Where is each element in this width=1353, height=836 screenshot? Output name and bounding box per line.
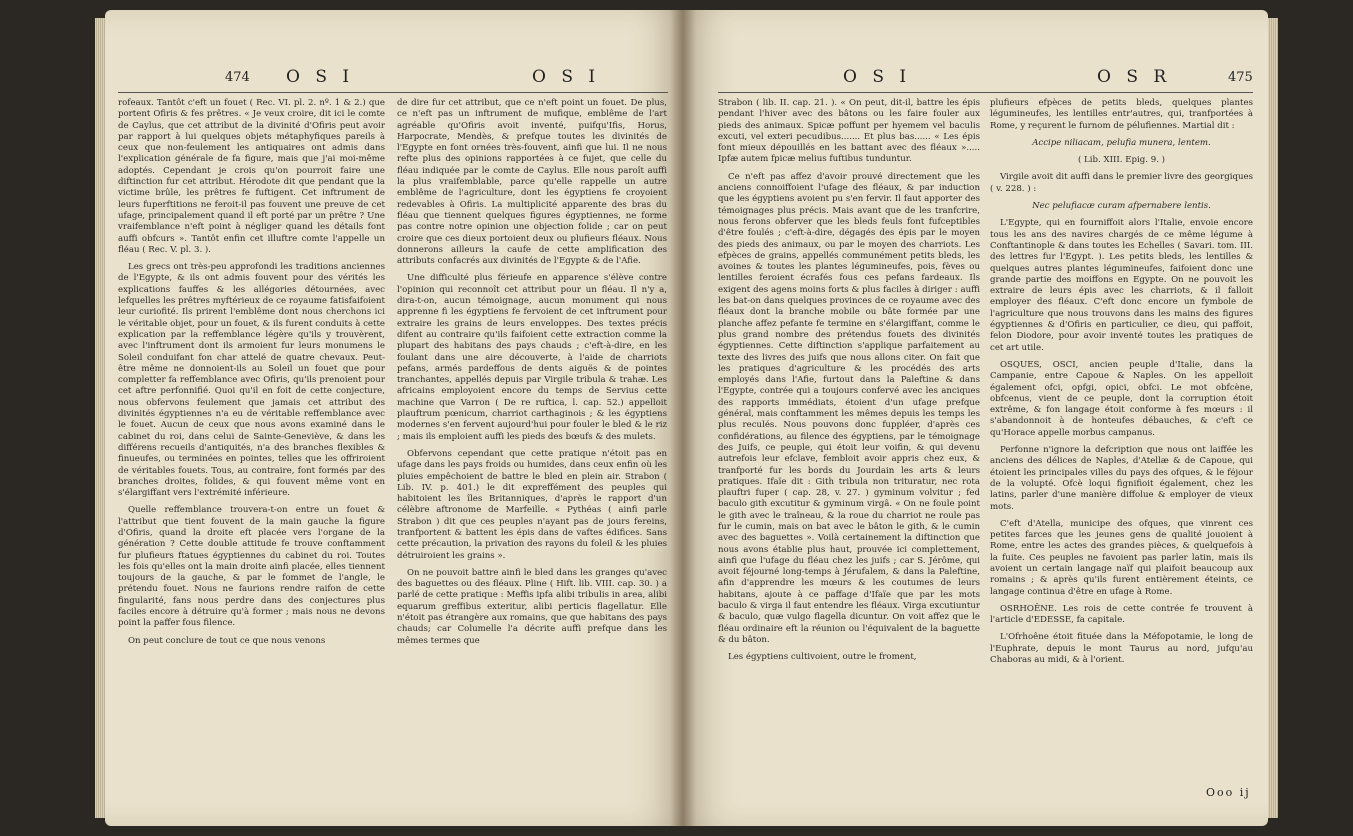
text-column-2 xyxy=(990,98,1253,672)
text-column-1 xyxy=(718,98,980,670)
entry-osques: OSQUES, OSCI, ancien peuple d'Italie, dans la Campanie, entre Capoue & Naples. On les appelloit également ofci, opfgi, opici, obfci. Le mot obfcène, obfcenus, vient de ce peuple, dont la corruption étoit extrême, & fon langage étoit conforme à fes mœurs : il s'abandonnoit à de honteufes débauches, & c'eft ce qu'Horace appelle morbus campanus. xyxy=(990,359,1253,438)
running-head: O S R xyxy=(1097,67,1172,87)
text-column-1 xyxy=(118,98,385,653)
signature-mark: Ooo ij xyxy=(1206,786,1251,799)
verse-quote: Accipe niliacam, pelufia munera, lentem. xyxy=(1032,137,1211,148)
paragraph: On peut conclure de tout ce que nous venons xyxy=(128,635,326,646)
paragraph: de dire fur cet attribut, que ce n'eft point un fouet. De plus, ce n'eft pas un inftrument de mufique, emblême de l'art agréable qu'Ofiris avoit inventé, puifqu'Ifis, Horus, Harpocrate, Mendès, & prefque toutes les divinités de l'Egypte en font ornées très-fouvent, ainfi que lui. Il ne nous refte plus des opinions rapportées à ce fujet, que celle du fléau indiquée par le comte de Caylus. Elle nous paroît auffi la plus vraifemblable, parce qu'elle rappelle un autre emblême de l'agriculture, dont les égyptiens fe croyoient redevables à Ofiris. La multiplicité apparente des bras du fléau que tiennent quelques figures égyptiennes, ne forme pas contre notre opinion une objection folide ; car on peut croire que ces dieux portoient deux ou plufieurs fléaux. Nous donnerons ailleurs la caufe de cette amplification des attributs confacrés aux divinités de l'Egypte & de l'Afie. xyxy=(397,98,667,267)
paragraph: Obfervons cependant que cette pratique n'étoit pas en ufage dans les pays froids ou humides, dans ceux enfin où les pluies empêchoient de battre le bled en plein air. Strabon ( Lib. IV. p. 401.) le dit expreffément des peuples qui habitoient les îles Britanniques, d'après le rapport d'un célèbre aftronome de Marfeille. « Pythéas ( ainfi parle Strabon ) dit que ces peuples n'ayant pas de jours fereins, tranfportent & battent les épis dans de vaftes édifices. Sans cette précaution, la privation des rayons du foleil & les pluies détruiroient les grains ». xyxy=(397,448,667,561)
head-rule xyxy=(118,92,668,93)
paragraph: Les grecs ont très-peu approfondi les traditions anciennes de l'Egypte, & ils ont admis fouvent pour des vérités les explications fauffes & les allégories détournées, avec lefquelles les prêtres myftérieux de ce royaume fatisfaifoient leur curiofité. Ils prirent l'emblême dont nous cherchons ici le véritable objet, pour un fouet, & ils furent conduits à cette explication par la reffemblance légère qu'ils y trouvèrent, avec l'inftrument dont ils armoient fur leurs monumens le Soleil conduifant fon char attelé de quatre chevaux. Peut-être même ne donnoient-ils au Soleil un fouet que pour completter fa reffemblance avec Ofiris, qu'ils prenoient pour cet aftre perfonnifié. Quoi qu'il en foit de cette conjecture, nous obfervons feulement que jamais cet attribut des divinités égyptiennes n'a eu de véritable reffemblance avec le fouet. Aucun de ceux que nous avons examiné dans le cabinet du roi, dans celui de Sainte-Geneviève, & dans les différens recueils d'antiquités, n'a des branches flexibles & finueufes, ou terminées en pointes, telles que les offriroient de véritables fouets. Tous, au contraire, font formés par des branches droites, folides, & qui fouvent même vont en s'élargiffant vers l'extrémité inférieure. xyxy=(118,262,385,499)
text-column-2 xyxy=(397,98,667,653)
entry-osrhoene: OSRHOÊNE. Les rois de cette contrée fe trouvent à l'article d'EDESSE, fa capitale. xyxy=(990,603,1253,626)
left-page xyxy=(105,10,683,826)
book-gutter xyxy=(670,10,696,826)
page-number: 474 xyxy=(225,70,250,85)
paragraph: Ce n'eft pas affez d'avoir prouvé directement que les anciens connoiffoient l'ufage des fléaux, & par induction que les égyptiens avoient pu s'en fervir. Il faut apporter des témoignages plus précis. Mais avant que de les tranfcrire, nous ferons obferver que les bleds feuls font fufceptibles d'être foulés ; c'eft-à-dire, dégagés des épis par le moyen des pieds des animaux, ou par le moyen des charriots. Les efpèces de grains, appellés communément petits bleds, les avoines & toutes les plantes légumineufes, pois, fèves ou lentilles feroient écrafés fous ces pefans fardeaux. Ils exigent des agens moins forts & plus faciles à diriger : auffi les bat-on dans quelques provinces de ce royaume avec des fléaux dont la branche mobile ou bâte formée par une planche affez pefante fe termine en s'élargiffant, comme le plus grand nombre des prétendus fouets des divinités égyptiennes. Cette diftinction s'applique parfaitement au texte des livres des juifs que nous allons citer. On fait que les pratiques d'agriculture & les procédés des arts employés dans l'Afie, furtout dans la Paleftine & dans l'Egypte, contrée qui a toujours confervé avec les anciques des rapports immédiats, étoient d'un ufage prefque général, mais conftamment les mêmes depuis les temps les plus reculés. Nous pouvons donc fuppléer, d'après ces confidérations, au filence des égyptiens, par le témoignage des Juifs, ce peuple, qui étoit leur voifin, & qui devenu autrefois leur efclave, fembloit avoir appris chez eux, & tranfporté fur les bords du Jourdain les arts & leurs pratiques. Ifaïe dit : Gith tribula non trituratur, nec rota plauftri fuper ( cap. 28, v. 27. ) gyminum volvitur ; fed baculo gith excutitur & gyminum virgâ. « On ne foule point le gith avec le traîneau, & la roue du charriot ne roule pas fur le cumin, mais on bat avec le bâton le gith, & le cumin avec des baguettes ». Voilà certainement la diftinction que nous avons établie plus haut, prouvée ici complettement, ainfi que l'ufage du fléau chez les juifs ; car S. Jérôme, qui avoit féjourné long-temps à Jérufalem, & dans la Paleftine, afin d'apprendre les mœurs & les coutumes de leurs habitans, ajoute à ce paffage d'Ifaïe que par les mots baculo & virga il faut entendre les fléaux. Virga excutiuntur & baculo, quæ vulgo flagella dicuntur. On voit affez que le fléau ordinaire eft la réunion ou l'équivalent de la baguette & du bâton. xyxy=(718,171,980,645)
paragraph: Quelle reffemblance trouvera-t-on entre un fouet & l'attribut que tient fouvent de la main gauche la figure d'Ofiris, quand la droite eft placée vers l'organe de la génération ? Cette double attitude fe trouve conftamment fur plufieurs ftatues égyptiennes du cabinet du roi. Toutes les fois qu'elles ont la main droite ainfi placée, elles tiennent toujours de la gauche, & par le fommet de l'angle, le prétendu fouet. Nous ne faurions rendre raifon de cette fingularité, fans nous perdre dans des conjectures plus faciles encore à détruire qu'à former ; mais nous ne devons point la paffer fous filence. xyxy=(118,505,385,629)
citation: ( Lib. XIII. Epig. 9. ) xyxy=(1077,155,1166,166)
page-number: 475 xyxy=(1228,70,1253,85)
head-rule xyxy=(718,92,1253,93)
paragraph: Strabon ( lib. II. cap. 21. ). « On peut, dit-il, battre les épis pendant l'hiver avec des bâtons ou les faire fouler aux pieds des animaux. Spicæ poffunt per hyemem vel baculis excuti, vel exteri pecudibus....... Et plus bas...... « Les épis font mieux dépouillés en les battant avec des fléaux »..... Ipfæ autem fpicæ melius fuftibus tunduntur. xyxy=(718,98,980,165)
paragraph: L'Egypte, qui en fourniffoit alors l'Italie, envoie encore tous les ans des navires chargés de ce même légume à Conftantinople & dans toutes les Echelles ( Savari. tom. III. des lettres fur l'Egypt. ). Les petits bleds, les lentilles & quelques autres plantes légumineufes, faifoient donc une grande partie des moiffons en Egypte. On ne pouvoit les extraire de leurs épis avec les charriots, & il falloit employer des fléaux. C'eft donc encore un fymbole de l'agriculture que nous trouvons dans les mains des figures égyptiennes & d'Ofiris en particulier, ce dieu, qui paffoit, felon Diodore, pour avoir inventé toutes les pratiques de cet art utile. xyxy=(990,218,1253,353)
right-page xyxy=(683,10,1268,826)
paragraph: L'Ofrhoêne étoit fituée dans la Méfopotamie, le long de l'Euphrate, depuis le mont Taurus au nord, jufqu'au Chaboras au midi, & à l'orient. xyxy=(990,632,1253,666)
paragraph: C'eft d'Atella, municipe des ofques, que vinrent ces petites farces que les jeunes gens de qualité jouoient à Rome, entre les actes des grandes pièces, & quelquefois à la fuite. Ces peuples ne favoient pas parler latin, mais ils avoient un certain langage naïf qui plaifoit beaucoup aux romains ; & après qu'ils furent entièrement éteints, ce langage continua d'être en ufage à Rome. xyxy=(990,518,1253,597)
verse-quote: Nec pelufiacæ curam afpernabere lentis. xyxy=(1032,201,1211,212)
paragraph: Une difficulté plus férieufe en apparence s'élève contre l'opinion qui reconnoît cet attribut pour un fléau. Il n'y a, dira-t-on, aucun témoignage, aucun monument qui nous apprenne fi les égyptiens fe fervoient de cet inftrument pour extraire les grains de leurs enveloppes. Des textes précis difent au contraire qu'ils faifoient cette extraction comme la plupart des habitans des pays chauds ; c'eft-à-dire, en les foulant dans une aire découverte, à l'aide de charriots pefans, armés pardeffous de dents aiguës & de pointes tranchantes, appellés depuis par Virgile tribula & trahæ. Les africains employoient encore du temps de Servius cette machine que Varron ( De re ruftica, l. cap. 52.) appelloit plauftrum pœnicum, charriot carthaginois ; & les égyptiens modernes s'en fervent aujourd'hui pour fouler le bled & le riz ; mais ils emploient auffi les pieds des bœufs & des mulets. xyxy=(397,273,667,442)
paragraph: Perfonne n'ignore la defcription que nous ont laiffée les anciens des délices de Naples, d'Atellæ & de Capoue, qui étoient les principales villes du pays des ofques, & le féjour de la volupté. Ofcè loqui fignifioit également, chez les latins, parler d'une manière diffolue & employer de vieux mots. xyxy=(990,445,1253,512)
running-head: O S I xyxy=(286,67,355,87)
paragraph: Les égyptiens cultivoient, outre le froment, xyxy=(728,652,917,663)
running-head: O S I xyxy=(532,67,601,87)
paragraph: rofeaux. Tantôt c'eft un fouet ( Rec. VI. pl. 2. nº. 1 & 2.) que portent Ofiris & fes prêtres. « Je veux croire, dit ici le comte de Caylus, que cet attribut de la divinité d'Ofiris peut avoir par rapport à lui quelques objets métaphyfiques pareils à ceux que non-feulement les antiquaires ont admis dans l'explication générale de fa figure, mais que j'ai moi-même adoptés. Cependant je crois qu'on pourroit faire une diftinction fur cet attribut. Hérodote dit que pendant que la victime brûle, les prêtres fe fuftigent. Cet inftrument de leurs fuperftitions ne feroit-il pas fouvent une preuve de cet ufage, principalement quand il eft porté par un prêtre ? Une vraifemblance n'eft point à négliger quand les détails font auffi obfcurs ». Tantôt enfin cet illuftre comte l'appelle un fléau ( Rec. V. pl. 3. ). xyxy=(118,98,385,255)
paragraph: plufieurs efpèces de petits bleds, quelques plantes légumineufes, les lentilles entr'autres, qui, tranfportées à Rome, y reçurent le furnom de pélufiennes. Martial dit : xyxy=(990,98,1253,131)
paragraph: Virgile avoit dit auffi dans le premier livre des georgiques ( v. 228. ) : xyxy=(990,172,1253,194)
running-head: O S I xyxy=(843,67,912,87)
paragraph: On ne pouvoit battre ainfi le bled dans les granges qu'avec des baguettes ou des fléaux. Pline ( Hift. lib. VIII. cap. 30. ) a parlé de cette pratique : Meffis ipfa alibi tribulis in area, alibi equarum greffibus exteritur, alibi perticis flagellatur. Elle n'étoit pas étrangère aux romains, que que habitans des pays chauds; car Columelle l'a décrite auffi prefque dans les mêmes termes que xyxy=(397,567,667,646)
